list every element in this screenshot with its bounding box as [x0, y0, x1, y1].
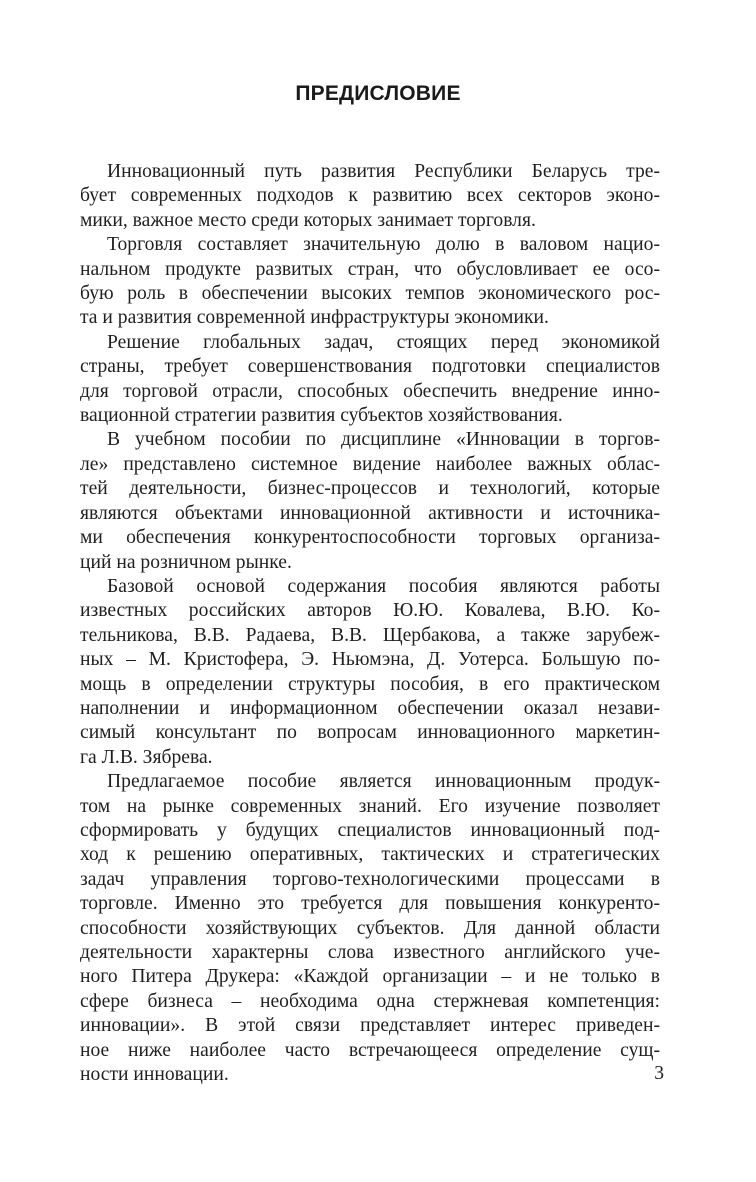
text-line: ций на розничном рынке. [80, 551, 292, 573]
text-line: ное ниже наиболее часто встречающееся определение сущ- [80, 1039, 660, 1061]
text-line: та и развития современной инфраструктуры экономики. [80, 307, 549, 329]
text-line: ных – М. Кристофера, Э. Ньюмэна, Д. Уотерса. Большую по- [80, 649, 660, 671]
text-line: симый консультант по вопросам инновационного маркетин- [80, 722, 660, 744]
paragraph [80, 428, 660, 574]
text-line: вационной стратегии развития субъектов хозяйствования. [80, 405, 563, 427]
text-line: тей деятельности, бизнес-процессов и технологий, которые [80, 478, 660, 500]
text-line: способности хозяйствующих субъектов. Для данной области [80, 917, 660, 939]
text-line: ле» представлено системное видение наиболее важных облас- [80, 453, 660, 475]
text-line: Инновационный путь развития Республики Беларусь тре- [107, 161, 660, 182]
text-line: ного Питера Друкера: «Каждой организации – и не только в [80, 966, 660, 988]
text-line: ход к решению оперативных, тактических и стратегических [80, 844, 660, 866]
text-line: наполнении и информационном обеспечении оказал незави- [80, 697, 660, 719]
text-line: бую роль в обеспечении высоких темпов экономического рос- [80, 283, 660, 305]
text-line: Предлагаемое пособие является инновационным продук- [107, 771, 660, 793]
text-line: сформировать у будущих специалистов инновационный под- [80, 819, 660, 841]
text-line: мощь в определении структуры пособия, в его практическом [80, 673, 660, 695]
paragraph [80, 770, 660, 1087]
text-line: страны, требует совершенствования подготовки специалистов [80, 356, 660, 378]
page-title: ПРЕДИСЛОВИЕ [295, 82, 461, 105]
paragraph [80, 160, 660, 233]
text-line: ности инновации. [80, 1064, 229, 1086]
paragraph [80, 331, 660, 429]
text-line: являются объектами инновационной активности и источника- [80, 502, 660, 524]
text-line: В учебном пособии по дисциплине «Инновации в торгов- [107, 429, 660, 451]
text-line: га Л.В. Зябрева. [80, 746, 213, 768]
page-number: 3 [654, 1063, 664, 1084]
text-line: бует современных подходов к развитию всех секторов эконо- [80, 185, 660, 207]
text-line: тельникова, В.В. Радаева, В.В. Щербакова, а также зарубеж- [80, 624, 660, 646]
text-line: задач управления торгово-технологическими процессами в [80, 868, 660, 890]
text-line: Торговля составляет значительную долю в валовом нацио- [107, 234, 660, 256]
text-line: мики, важное место среди которых занимает торговля. [80, 209, 536, 231]
text-line: торговле. Именно это требуется для повышения конкуренто- [80, 893, 660, 915]
text-line: деятельности характерны слова известного английского уче- [80, 942, 660, 963]
text-line: нальном продукте развитых стран, что обусловливает ее осо- [80, 258, 660, 280]
text-line: ми обеспечения конкурентоспособности торговых организа- [80, 527, 660, 549]
paragraph [80, 575, 660, 770]
text-line: Решение глобальных задач, стоящих перед экономикой [107, 331, 660, 353]
text-line: том на рынке современных знаний. Его изучение позволяет [80, 795, 660, 817]
text-line: инновации». В этой связи представляет интерес приведен- [80, 1015, 660, 1037]
text-line: известных российских авторов Ю.Ю. Ковалева, В.Ю. Ко- [80, 600, 660, 622]
text-line: сфере бизнеса – необходима одна стержневая компетенция: [80, 990, 660, 1012]
paragraph [80, 233, 660, 331]
text-line: для торговой отрасли, способных обеспечить внедрение инно- [80, 380, 660, 402]
body-text [80, 160, 660, 1087]
text-line: Базовой основой содержания пособия являются работы [107, 575, 660, 597]
